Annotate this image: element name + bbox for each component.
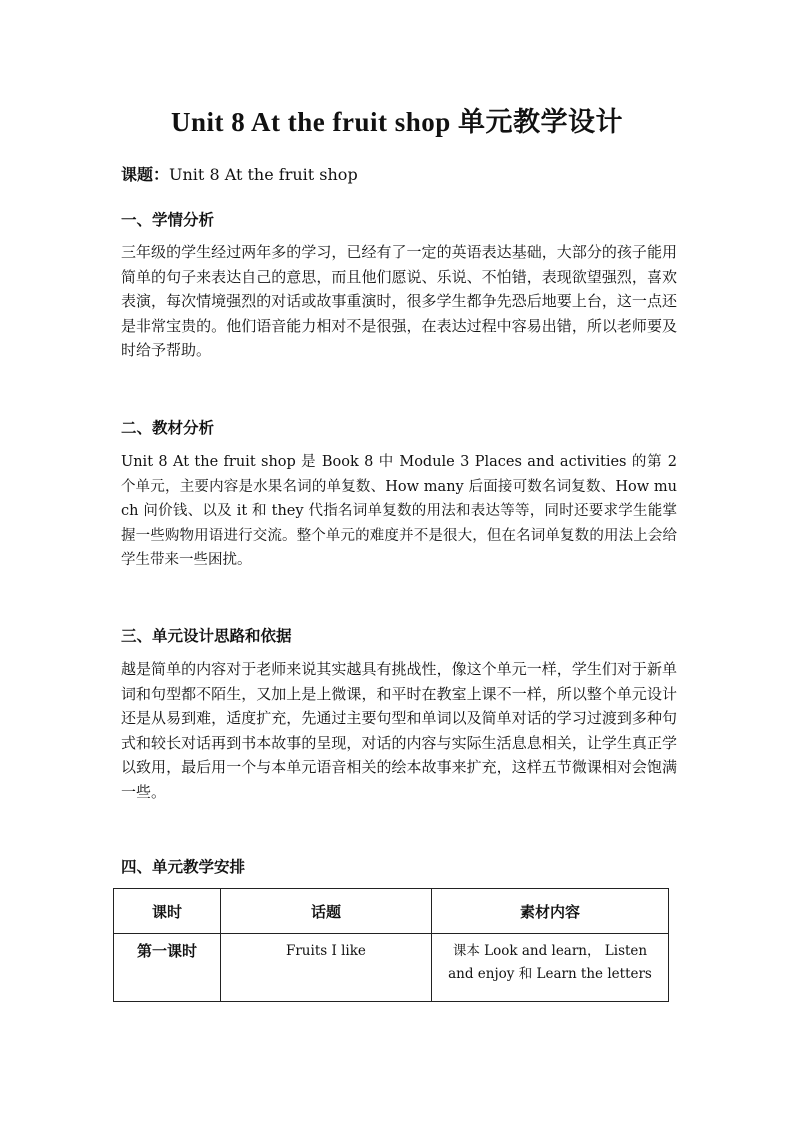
topic-label: 课题： (121, 165, 170, 184)
table-row (114, 934, 669, 1002)
section-heading-student-analysis: 一、学情分析 (121, 210, 215, 229)
topic-value: Unit 8 At the fruit shop (169, 165, 358, 184)
section-heading-textbook-analysis: 二、教材分析 (121, 418, 215, 437)
table-cell-materials: 课本 Look and learn， Listen and enjoy 和 Learn the letters (431, 934, 668, 1002)
teaching-plan-table (113, 888, 669, 1002)
table-header-cell: 话题 (220, 889, 431, 934)
section-heading-design-rationale: 三、单元设计思路和依据 (121, 626, 292, 645)
section-heading-teaching-plan: 四、单元教学安排 (121, 857, 246, 876)
table-cell-topic: Fruits I like (220, 934, 431, 1002)
table-header-cell: 课时 (114, 889, 221, 934)
table-header-row (114, 889, 669, 934)
table-header-cell: 素材内容 (431, 889, 668, 934)
section-body-student-analysis: 三年级的学生经过两年多的学习，已经有了一定的英语表达基础，大部分的孩子能用简单的句子来表达自己的意思，而且他们愿说、乐说、不怕错，表现欲望强烈，喜欢表演，每次情境强烈的对话或故事重演时，很多学生都争先恐后地要上台，这一点还是非常宝贵的。他们语音能力相对不是很强，在表达过程中容易出错，所以老师要及时给予帮助。 (121, 243, 677, 359)
document-title: Unit 8 At the fruit shop 单元教学设计 (170, 107, 624, 137)
section-body-design-rationale: 越是简单的内容对于老师来说其实越具有挑战性，像这个单元一样，学生们对于新单词和句型都不陌生，又加上是上微课，和平时在教室上课不一样，所以整个单元设计还是从易到难，适度扩充，先通过主要句型和单词以及简单对话的学习过渡到多种句式和较长对话再到书本故事的呈现，对话的内容与实际生活息息相关，让学生真正学以致用，最后用一个与本单元语音相关的绘本故事来扩充，这样五节微课相对会饱满一些。 (121, 660, 677, 801)
table-cell-lesson: 第一课时 (114, 934, 221, 1002)
section-body-textbook-analysis: Unit 8 At the fruit shop 是 Book 8 中 Module 3 Places and activities 的第 2 个单元，主要内容是水果名词的单复数、How many 后面接可数名词复数、How much 问价钱、以及 it 和 they 代指名词单复数的用法和表达等等，同时还要求学生能掌握一些购物用语进行交流。整个单元的难度并不是很大，但在名词单复数的用法上会给学生带来一些困扰。 (121, 454, 677, 568)
topic-line (121, 162, 358, 185)
